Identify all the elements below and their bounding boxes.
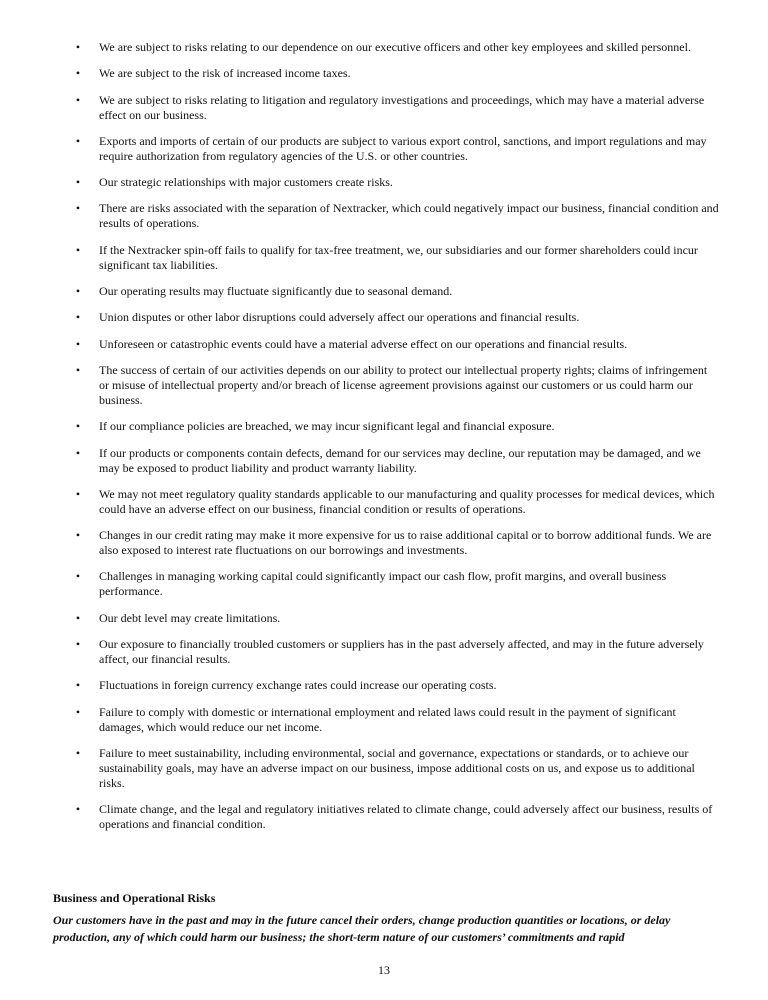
bullet-icon: • — [75, 637, 81, 652]
risk-summary-item — [0, 446, 768, 476]
risk-summary-list — [0, 40, 768, 844]
bullet-icon: • — [75, 445, 81, 460]
page-number: 13 — [378, 963, 390, 977]
bullet-icon: • — [75, 528, 81, 543]
risk-summary-text: If our compliance policies are breached, we may incur significant legal and financial exposure. — [99, 419, 555, 434]
bullet-icon: • — [75, 92, 81, 107]
bullet-icon: • — [75, 486, 81, 501]
risk-summary-text: Changes in our credit rating may make it more expensive for us to raise additional capital or to borrow additional funds. We are also exposed to interest rate fluctuations on our borrowings and investments. — [99, 528, 712, 558]
bullet-icon: • — [75, 802, 81, 817]
bullet-icon: • — [75, 133, 81, 148]
risk-summary-text: If the Nextracker spin-off fails to qualify for tax-free treatment, we, our subsidiaries and our former shareholders could incur significant tax liabilities. — [99, 242, 698, 272]
risk-summary-text: We may not meet regulatory quality standards applicable to our manufacturing and quality processes for medical devices, which could have an adverse effect on our business, financial condition or results of operations. — [99, 486, 715, 516]
risk-summary-item — [0, 419, 768, 434]
risk-summary-text: Exports and imports of certain of our products are subject to various export control, sanctions, and import regulations and may require authorization from regulatory agencies of the U.S. or other countries. — [99, 133, 707, 163]
risk-summary-item — [0, 40, 768, 55]
risk-summary-text: Failure to comply with domestic or international employment and related laws could result in the payment of significant damages, which would reduce our net income. — [99, 704, 676, 734]
risk-summary-text: We are subject to risks relating to our dependence on our executive officers and other key employees and skilled personnel. — [99, 40, 691, 54]
risk-summary-item — [0, 243, 768, 273]
risk-summary-item — [0, 284, 768, 299]
bullet-icon: • — [75, 201, 81, 216]
risk-summary-item — [0, 337, 768, 352]
risk-summary-item — [0, 66, 768, 81]
risk-summary-text: Unforeseen or catastrophic events could have a material adverse effect on our operations and financial results. — [99, 336, 628, 351]
bullet-icon: • — [75, 310, 81, 325]
risk-summary-text: Challenges in managing working capital could significantly impact our cash flow, profit margins, and overall business performance. — [99, 569, 667, 599]
bullet-icon: • — [75, 569, 81, 584]
risk-summary-text: We are subject to risks relating to litigation and regulatory investigations and proceedings, which may have a material adverse effect on our business. — [99, 92, 705, 122]
risk-summary-text: Union disputes or other labor disruptions could adversely affect our operations and financial results. — [99, 310, 580, 325]
bullet-icon: • — [75, 362, 81, 377]
bullet-icon: • — [75, 704, 81, 719]
risk-summary-text: Failure to meet sustainability, including environmental, social and governance, expectations or standards, or to achieve our sustainability goals, may have an adverse impact on our business, impose additional costs on us, and expose us to additional risks. — [99, 745, 695, 790]
bullet-icon: • — [75, 419, 81, 434]
bullet-icon: • — [75, 678, 81, 693]
bullet-icon: • — [75, 336, 81, 351]
risk-summary-text: Our operating results may fluctuate significantly due to seasonal demand. — [99, 284, 453, 299]
risk-summary-item — [0, 175, 768, 190]
risk-summary-item — [0, 705, 768, 735]
bullet-icon: • — [75, 610, 81, 625]
bullet-icon: • — [75, 745, 81, 760]
risk-summary-text: Fluctuations in foreign currency exchange rates could increase our operating costs. — [99, 678, 497, 693]
bullet-icon: • — [75, 175, 81, 190]
risk-summary-item — [0, 637, 768, 667]
bullet-icon: • — [75, 242, 81, 257]
risk-summary-item — [0, 528, 768, 558]
risk-summary-text: Climate change, and the legal and regulatory initiatives related to climate change, could adversely affect our business, results of operations and financial condition. — [99, 802, 713, 832]
bullet-icon: • — [75, 66, 81, 81]
bullet-icon: • — [75, 284, 81, 299]
risk-summary-text: Our strategic relationships with major customers create risks. — [99, 175, 393, 190]
risk-summary-item — [0, 678, 768, 693]
risk-summary-item — [0, 201, 768, 231]
risk-summary-item — [0, 611, 768, 626]
risk-summary-item — [0, 93, 768, 123]
section-heading: Business and Operational Risks — [53, 891, 216, 905]
risk-summary-item — [0, 363, 768, 408]
bullet-icon: • — [75, 40, 81, 54]
risk-summary-text: Our debt level may create limitations. — [99, 610, 281, 625]
risk-summary-item — [0, 134, 768, 164]
risk-summary-text: There are risks associated with the separation of Nextracker, which could negatively impact our business, financial condition and results of operations. — [99, 201, 719, 231]
risk-summary-text: Our exposure to financially troubled customers or suppliers has in the past adversely affected, and may in the future adversely affect, our financial results. — [99, 637, 704, 667]
risk-summary-text: We are subject to the risk of increased income taxes. — [99, 66, 351, 81]
risk-summary-text: If our products or components contain defects, demand for our services may decline, our reputation may be damaged, and we may be exposed to product liability and product warranty liability. — [99, 445, 701, 475]
risk-summary-item — [0, 310, 768, 325]
risk-summary-item — [0, 746, 768, 791]
risk-summary-text: The success of certain of our activities depends on our ability to protect our intellectual property rights; claims of infringement or misuse of intellectual property and/or breach of license agreement provisions against our customers or us could harm our business. — [99, 362, 708, 407]
risk-summary-item — [0, 802, 768, 832]
risk-headline: Our customers have in the past and may in the future cancel their orders, change production quantities or locations, or delay production, any of which could harm our business; the short-term nature of our customers’ commitments and rapid — [53, 913, 671, 944]
risk-summary-item — [0, 487, 768, 517]
risk-summary-item — [0, 569, 768, 599]
